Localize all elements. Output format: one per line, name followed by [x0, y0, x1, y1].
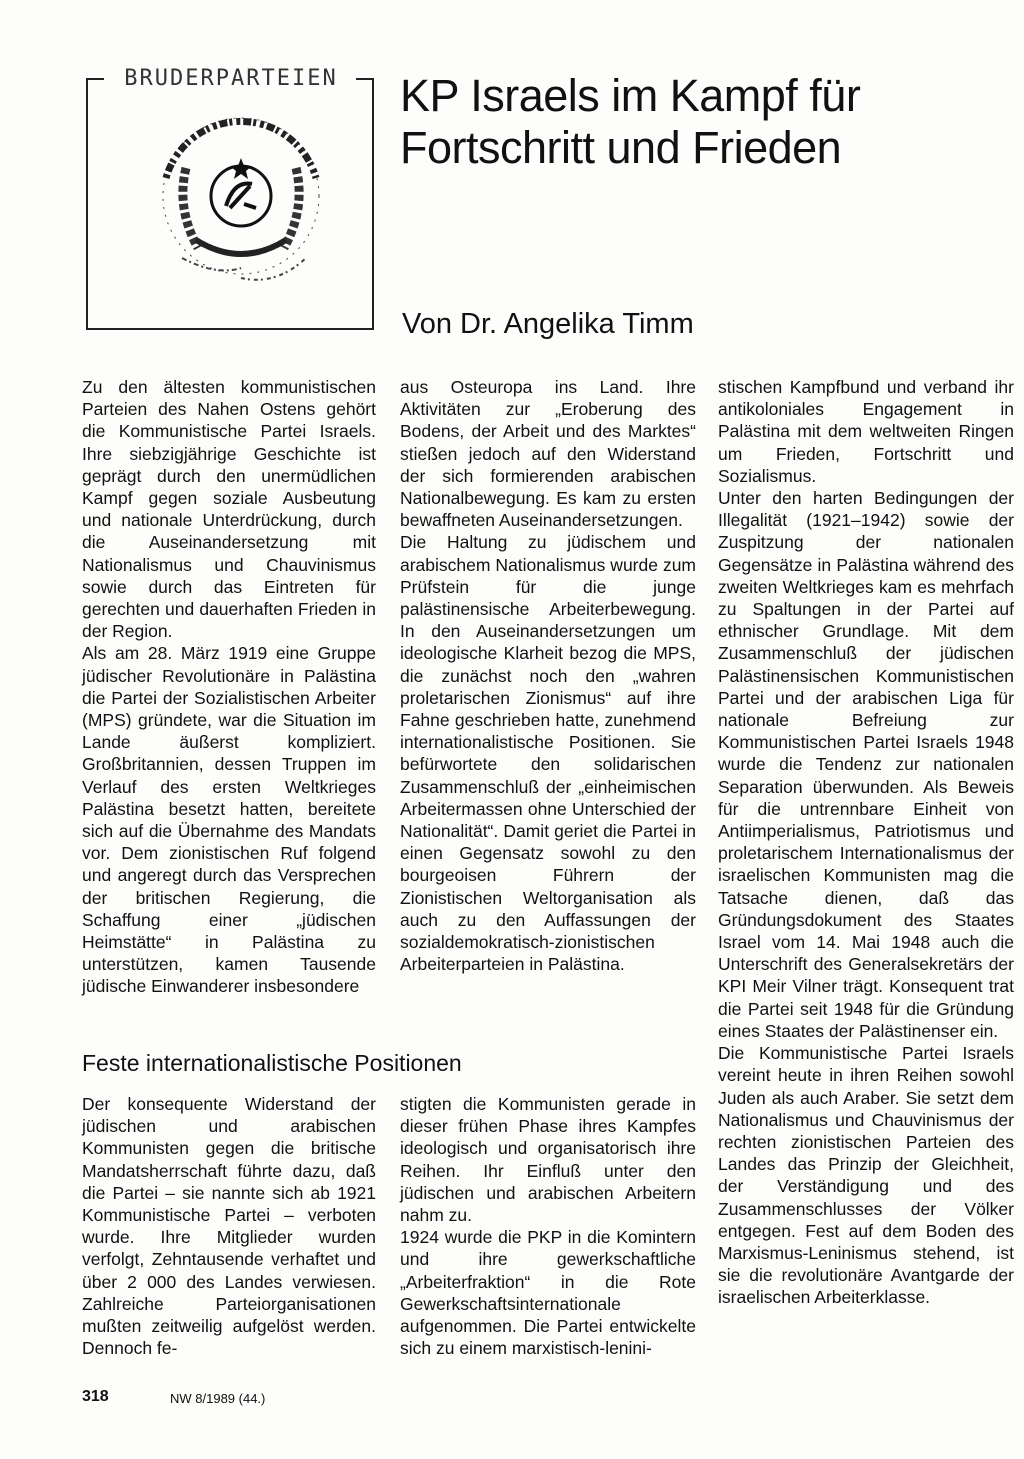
paragraph: aus Osteuropa ins Land. Ihre Aktivitäten zur „Eroberung des Bodens, der Arbeit und des Marktes“ stießen jedoch auf den Widerstand der sich formierenden arabischen Nationalbewegung. Es kam zu ersten bewaffneten Auseinandersetzungen. [400, 377, 696, 531]
paragraph: Zu den ältesten kommunistischen Parteien des Nahen Ostens gehört die Kommunistische Partei Israels. Ihre siebzigjährige Geschichte ist geprägt durch den unermüdlichen Kampf gegen soziale Ausbeutung und nationale Unterdrückung, durch die Auseinandersetzung mit Nationalismus und Chauvinismus sowie durch das Eintreten für gerechten und dauerhaften Frieden in der Region. [82, 377, 376, 642]
article-column-3 [718, 376, 1014, 1309]
paragraph: Unter den harten Bedingungen der Illegalität (1921–1942) sowie der Zuspitzung der nationalen Gegensätze in Palästina während des zweiten Weltkrieges kam es mehrfach zu Spaltungen in der Partei auf ethnischer Grundlage. Mit dem Zusammenschluß der jüdischen Palästinensischen Kommunistischen Partei und der arabischen Liga für nationale Befreiung zur Kommunistischen Partei Israels 1948 wurde die Tendenz zur nationalen Separation überwunden. Als Beweis für die untrennbare Einheit von Antiimperialismus, Patriotismus und proletarischem Internationalismus der israelischen Kommunisten mag die Tatsache dienen, daß das Gründungsdokument des Staates Israel vom 14. Mai 1948 auch die Unterschrift des Generalsekretärs der KPI Meir Vilner trägt. Konsequent trat die Partei seit 1948 für die Gründung eines Staates der Palästinenser ein. [718, 488, 1014, 1041]
headline-line-1: KP Israels im Kampf für [400, 70, 861, 121]
section-subheading: Feste internationalistische Positionen [82, 1050, 462, 1076]
headline-line-2: Fortschritt und Frieden [400, 122, 842, 173]
paragraph: Die Kommunistische Partei Israels vereint heute in ihren Reihen sowohl Juden als auch Araber. Sie setzt dem Nationalismus und Chauvinismus der rechten zionistischen Parteien des Landes das Prinzip der Gleichheit, der Verständigung und des Zusammenschlusses der Völker entgegen. Fest auf dem Boden des Marxismus-Leninismus stehend, ist sie die revolutionäre Avantgarde der israelischen Arbeiterklasse. [718, 1043, 1014, 1308]
paragraph: stischen Kampfbund und verband ihr antikoloniales Engagement in Palästina mit dem weltweiten Ringen um Frieden, Fortschritt und Sozialismus. [718, 377, 1014, 486]
article-headline [400, 70, 1000, 174]
page-number: 318 [82, 1388, 109, 1405]
article-column-2 [400, 376, 696, 975]
department-label: BRUDERPARTEIEN [124, 66, 338, 91]
paragraph: Als am 28. März 1919 eine Gruppe jüdischer Revolutionäre in Palästina die Partei der Sozialistischen Arbeiter (MPS) gründete, war die Situation im Lande äußerst kompliziert. Großbritannien, dessen Truppen im Verlauf des ersten Weltkrieges Palästina besetzt hatten, bereitete sich auf die Übernahme des Mandats vor. Dem zionistischen Ruf folgend und angeregt durch das Versprechen der britischen Regierung, die Schaffung einer „jüdischen Heimstätte“ in Palästina zu unterstützen, kamen Tausende jüdische Einwanderer insbesondere [82, 643, 376, 997]
paragraph: Die Haltung zu jüdischem und arabischem Nationalismus wurde zum Prüfstein für die junge palästinensische Arbeiterbewegung. In den Auseinandersetzungen um ideologische Klarheit bezog die MPS, die zunächst noch den „wahren proletarischen Zionismus“ auf ihre Fahne geschrieben hatte, zunehmend internationalistische Positionen. Sie befürwortete den solidarischen Zusammenschluß der „einheimischen Arbeitermassen ohne Unterschied der Nationalität“. Damit geriet die Partei in einen Gegensatz sowohl zu den bourgeoisen Führern der Zionistischen Weltorganisation als auch zu den Auffassungen der sozialdemokratisch-zionistischen Arbeiterparteien in Palästina. [400, 532, 696, 975]
issue-reference: NW 8/1989 (44.) [170, 1391, 266, 1406]
article-column-5 [400, 1093, 696, 1359]
article-column-1 [82, 376, 376, 998]
paragraph: 1924 wurde die PKP in die Komintern und ihre gewerkschaftliche „Arbeiterfraktion“ in die Rote Gewerkschaftsinternationale aufgenommen. Die Partei entwickelte sich zu einem marxistisch-lenini- [400, 1227, 696, 1359]
byline: Von Dr. Angelika Timm [402, 308, 694, 340]
party-emblem [146, 108, 336, 304]
article-column-4 [82, 1093, 376, 1359]
paragraph: Der konsequente Widerstand der jüdischen und arabischen Kommunisten gegen die britische Mandatsherrschaft führte dazu, daß die Partei – sie nannte sich ab 1921 Kommunistische Partei – verboten wurde. Ihre Mitglieder wurden verfolgt, Zehntausende verhaftet und über 2 000 des Landes verwiesen. Zahlreiche Parteiorganisationen mußten zeitweilig aufgelöst werden. Dennoch fe- [82, 1094, 376, 1359]
paragraph: stigten die Kommunisten gerade in dieser frühen Phase ihres Kampfes ideologisch und organisatorisch ihre Reihen. Ihr Einfluß unter den jüdischen und arabischen Arbeitern nahm zu. [400, 1094, 696, 1226]
